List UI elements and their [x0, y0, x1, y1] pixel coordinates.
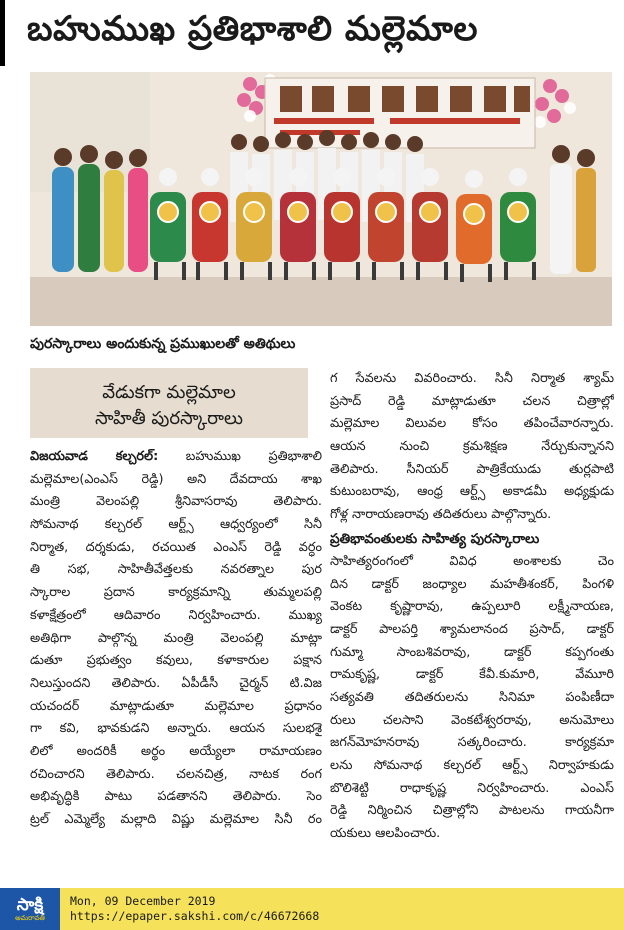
logo-subtext: అమరావతి — [15, 913, 45, 922]
body-line: గ సేవలను వివరించారు. సినీ నిర్మాత శ్యామ్ — [330, 371, 614, 386]
right-body-text — [330, 368, 614, 846]
body-line: కుటుంబరావు, ఆంధ్ర ఆర్ట్స్ అకాడమీ అధ్యక్షుడు — [330, 484, 614, 500]
body-line: విజయవాడ కల్చరల్: బహుముఖ ప్రతిభాశాలి — [30, 449, 322, 464]
footer-bar — [0, 888, 624, 930]
sakshi-logo — [0, 888, 60, 930]
body-line: గోళ్ల నారాయణరావు తదితరులు పాల్గొన్నారు. — [330, 507, 552, 523]
body-line: ప్రసాద్ రెడ్డి మాట్లాడుతూ చలన చిత్రాల్లో — [330, 393, 614, 409]
body-line: సత్యవతి తదితరులను సినిమా పంపిణీదా — [330, 689, 614, 705]
body-line: లను సోమనాథ కల్చరల్ ఆర్ట్స్ నిర్వాహకుడు — [330, 758, 614, 773]
body-line: తెలిపారు. సీనియర్ పాత్రికేయుడు తుర్లపాటి — [330, 461, 614, 477]
body-line: నిలుస్తుందని తెలిపారు. ఏపీడీసీ చైర్మన్ టి.విజ — [30, 675, 322, 691]
headline-bar — [0, 0, 612, 66]
left-body-text — [30, 446, 322, 832]
body-line: మల్లెమాల(ఎంఎస్ రెడ్డి) అని దేవదాయ శాఖ — [30, 471, 322, 487]
body-line: డాక్టర్ పాలపర్తి శ్యామలానంద ప్రసాద్, డాక్టర్ — [330, 621, 614, 637]
body-line: సాహిత్యరంగంలో వివిధ అంశాలకు చెం — [330, 553, 614, 569]
publish-date: Mon, 09 December 2019 — [70, 894, 216, 908]
headline: బహుముఖ ప్రతిభాశాలి మల్లెమాల — [27, 9, 479, 49]
body-line: బొలిశెట్టి రాధాకృష్ణ నిర్వహించారు. ఎంఎస్ — [330, 780, 614, 796]
body-line: వెంకట కృష్ణారావు, ఉప్పలూరి లక్ష్మీనాయణ, — [330, 599, 614, 615]
event-photo — [30, 72, 612, 326]
body-line: రచించారని తెలిపారు. చలనచిత్ర, నాటక రంగ — [30, 766, 322, 782]
subhead-box — [30, 368, 308, 438]
left-column — [30, 368, 322, 832]
subhead-line-1: వేడుకగా మల్లెమాల — [102, 382, 236, 403]
body-line: స్కారాల ప్రదాన కార్యక్రమాన్ని తుమ్మలపల్లి — [30, 585, 322, 601]
event-photo-illustration — [30, 72, 612, 326]
dateline: విజయవాడ కల్చరల్: — [30, 449, 159, 464]
body-line: డుతూ ప్రభుత్వం కవులు, కళాకారుల పక్షాన — [30, 653, 322, 669]
logo-text: సాక్షి — [16, 894, 44, 915]
body-line: అతిథిగా పాల్గొన్న మంత్రి వెలంపల్లి మాట్లా — [30, 630, 322, 646]
body-line: ట్రల్ ఎమ్మెల్యే మల్లాది విష్ణు మల్లెమాల సినీ రం — [30, 812, 322, 827]
subhead-line-2: సాహితీ పురస్కారాలు — [94, 408, 243, 429]
body-line: యకులు ఆలపించారు. — [330, 826, 441, 842]
body-line: రులు చలసాని వెంకటేశ్వరరావు, అనుమోలు — [330, 712, 614, 728]
body-line: రామకృష్ణ, డాక్టర్ కేవీ.కుమారి, వేమూరి — [330, 667, 614, 683]
body-line: గుమ్మా సాంబశివరావు, డాక్టర్ కప్పగంతు — [330, 644, 614, 660]
source-url[interactable]: https://epaper.sakshi.com/c/46672668 — [70, 909, 320, 923]
body-line: మంత్రి వెలంపల్లి శ్రీనివాసరావు తెలిపారు. — [30, 494, 322, 510]
body-line: తి సభ, సాహితీవేత్తలకు నవరత్నాల పుర — [30, 562, 322, 578]
section-heading: ప్రతిభావంతులకు సాహిత్య పురస్కారాలు — [330, 530, 540, 547]
footer-meta — [70, 894, 319, 924]
body-line: ఆయన నుంచి క్రమశిక్షణ నేర్చుకున్నానని — [330, 439, 614, 455]
body-line: నిర్మాత, దర్శకుడు, రచయిత ఎంఎస్ రెడ్డి వర్ధం — [30, 539, 322, 555]
body-line: గా కవి, భావకుడని అన్నారు. ఆయన సులభశై — [30, 721, 322, 737]
body-line: రెడ్డి నిర్మించిన చిత్రాల్లోని పాటలను గాయనీగా — [330, 803, 614, 819]
body-line: జగన్‌మోహనరావు సత్కరించారు. కార్యక్రమా — [330, 735, 614, 751]
body-line: కళాక్షేత్రంలో ఆదివారం నిర్వహించారు. ముఖ్య — [30, 607, 322, 623]
right-column — [330, 368, 614, 846]
body-line: అభివృద్ధికి పాటు పడతానని తెలిపారు. సెం — [30, 789, 322, 805]
body-line: యచందర్ మాట్లాడుతూ మల్లెమాల ప్రధానం — [30, 698, 322, 714]
body-line: దిన డాక్టర్ జంధ్యాల మహతీశంకర్, పింగ‌ళి — [330, 576, 614, 592]
body-line: లిలో అందరికీ అర్థం అయ్యేలా రామాయణం — [30, 743, 322, 759]
body-line: మల్లెమాల విలువల కోసం తపించేవారన్నారు. — [330, 416, 614, 432]
photo-caption: పురస్కారాలు అందుకున్న ప్రముఖులతో అతిథులు — [30, 336, 296, 352]
body-line: సోమనాథ కల్చరల్ ఆర్ట్స్ ఆధ్వర్యంలో సినీ — [30, 517, 322, 533]
